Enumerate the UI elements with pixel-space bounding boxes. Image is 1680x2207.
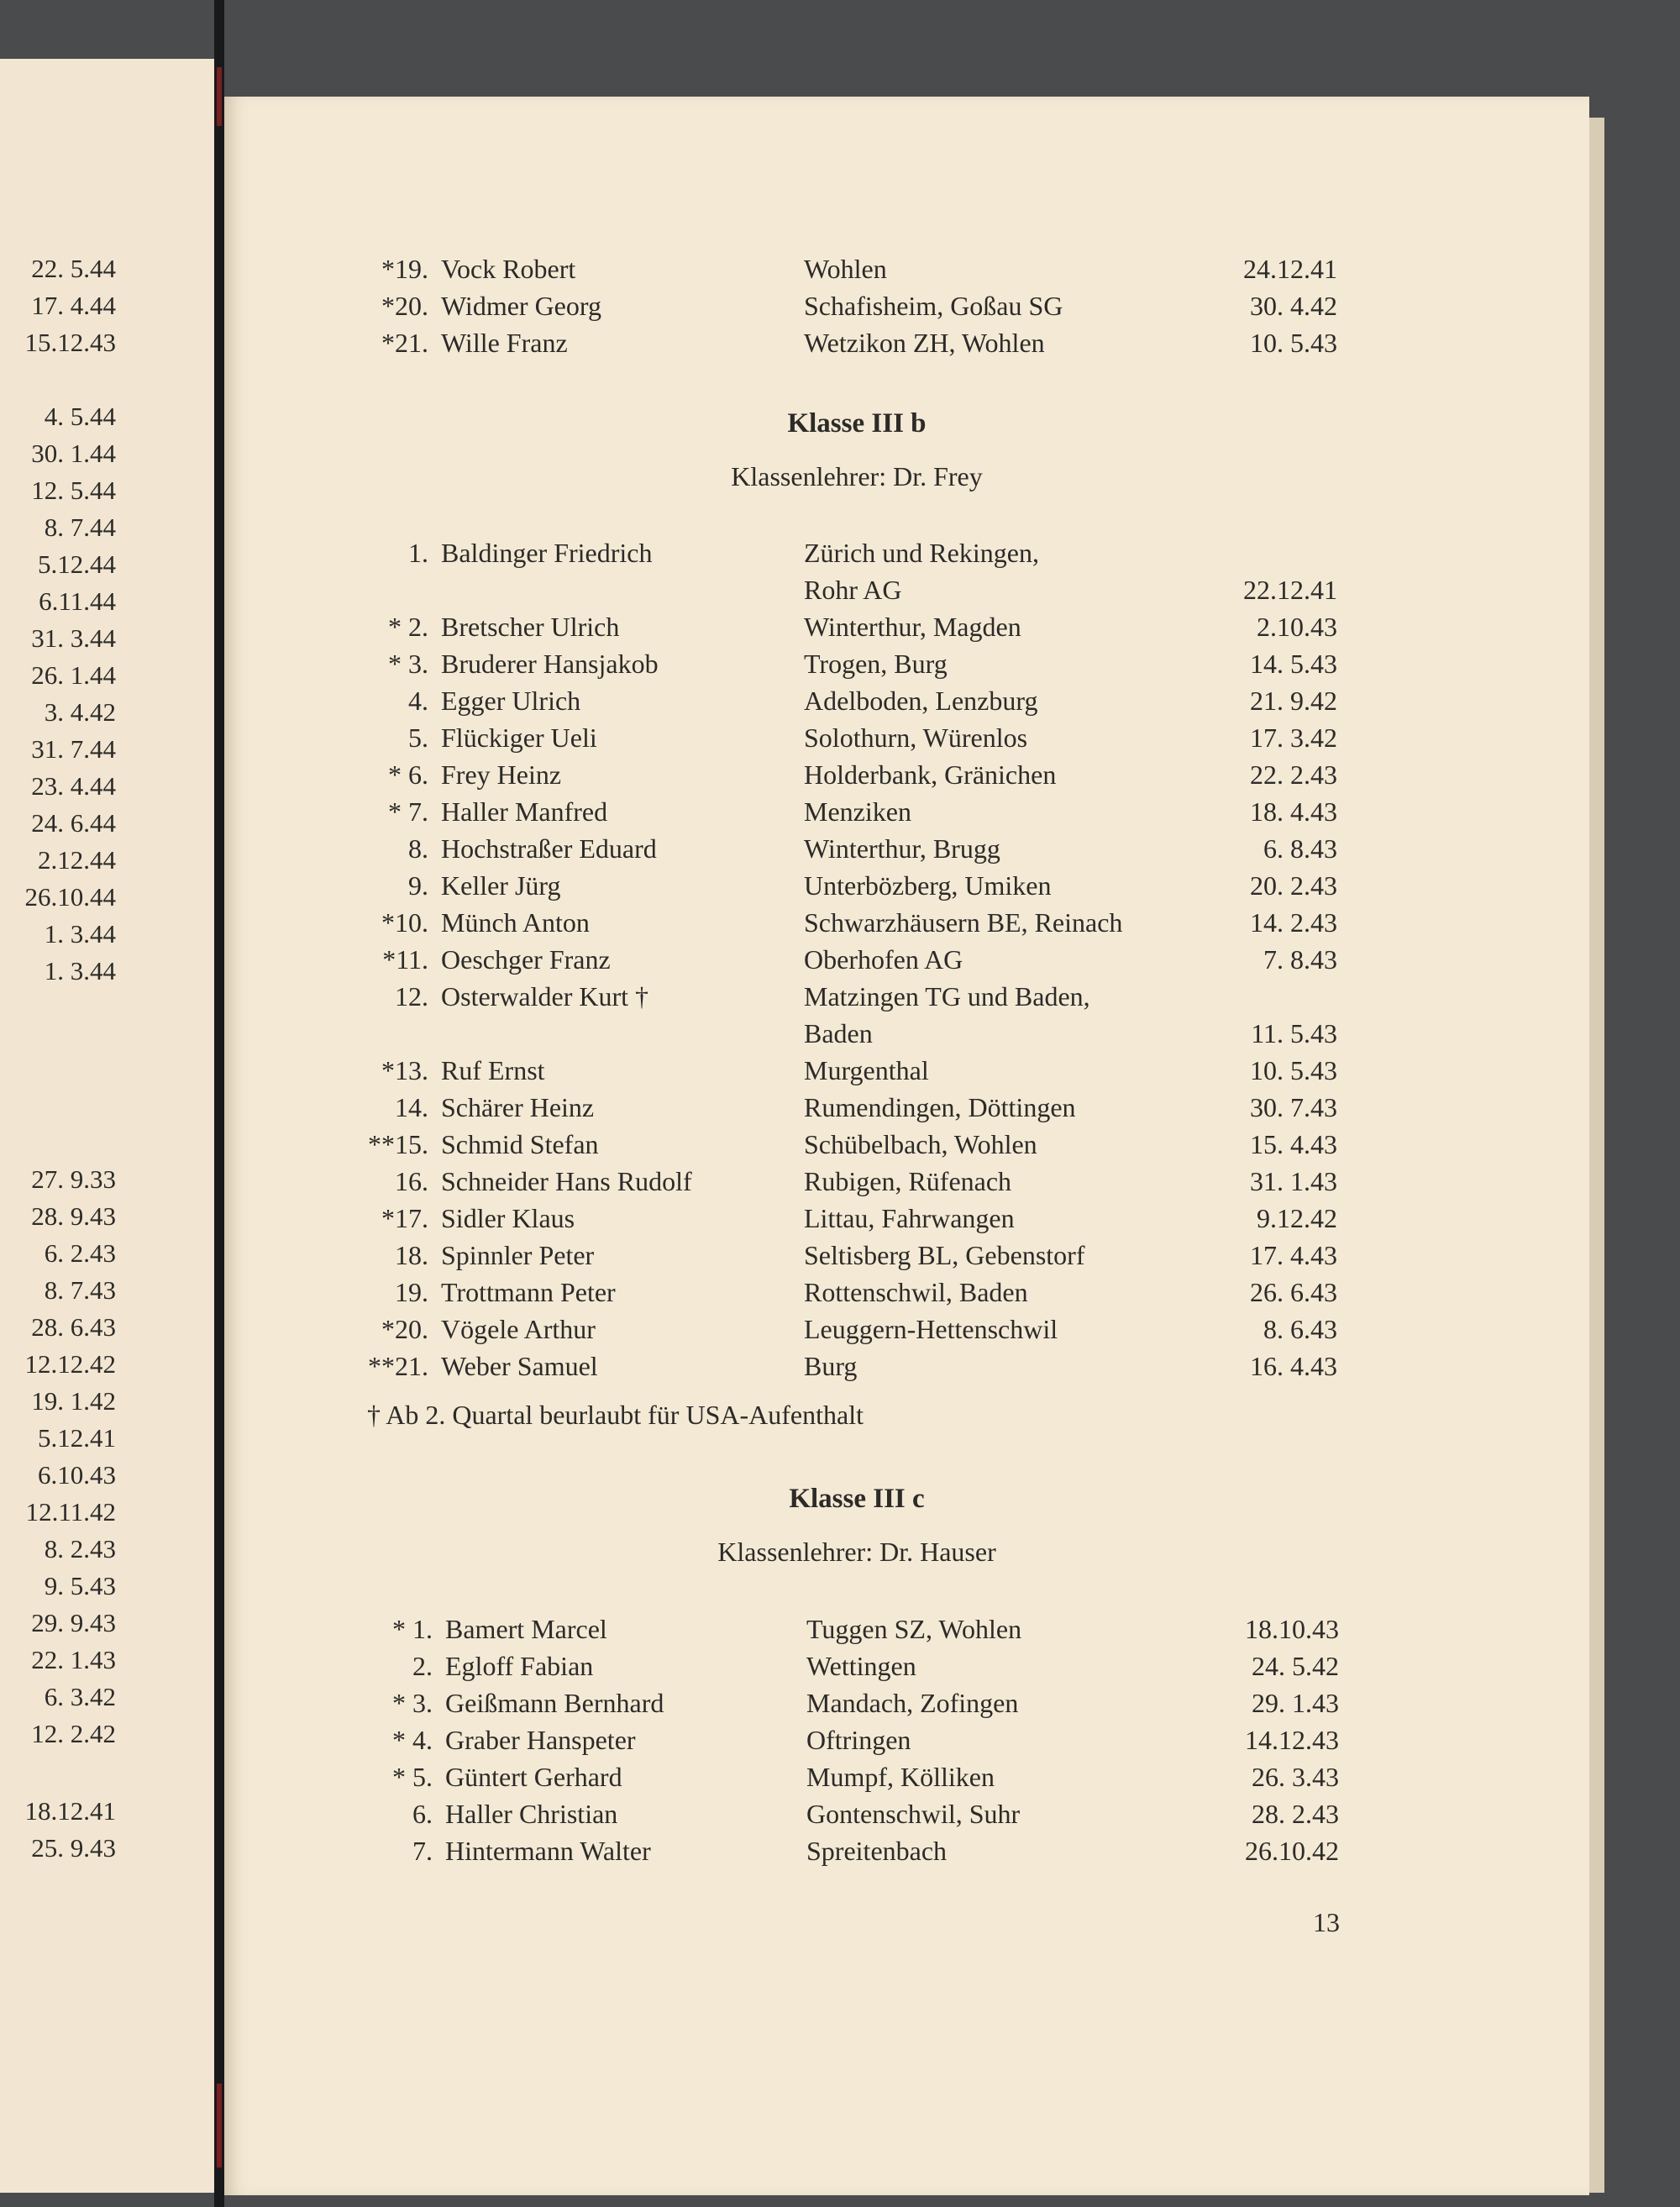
student-place: Winterthur, Magden: [804, 612, 1021, 642]
student-place: Solothurn, Würenlos: [804, 723, 1028, 753]
prev-date: 24. 6.44: [31, 808, 116, 838]
student-birthdate: 14.12.43: [1245, 1725, 1339, 1755]
student-birthdate: 14. 2.43: [1250, 907, 1337, 938]
student-row: [0, 1647, 1680, 1684]
student-row: [0, 324, 1680, 361]
student-birthdate: 22. 2.43: [1250, 759, 1337, 790]
student-number: 1.: [408, 538, 428, 568]
prev-date: 6. 3.42: [44, 1682, 116, 1711]
student-place: Gontenschwil, Suhr: [806, 1799, 1021, 1829]
student-number: 4.: [408, 686, 428, 716]
student-number: * 4.: [392, 1725, 433, 1755]
prev-date: 1. 3.44: [44, 956, 116, 985]
student-number: *19.: [381, 254, 428, 284]
student-number: * 1.: [392, 1614, 433, 1644]
prev-date: 6. 2.43: [44, 1238, 116, 1268]
student-number: 2.: [412, 1651, 433, 1681]
prev-date: 12. 2.42: [31, 1719, 116, 1748]
student-place: Adelboden, Lenzburg: [804, 686, 1038, 716]
student-row: [0, 1684, 1680, 1721]
student-number: *20.: [381, 1314, 428, 1344]
prev-date: 3. 4.42: [44, 697, 116, 727]
student-number: * 7.: [388, 796, 428, 827]
student-name: Münch Anton: [441, 907, 590, 938]
student-number: *11.: [382, 944, 428, 975]
student-birthdate: 20. 2.43: [1250, 870, 1337, 901]
student-row: [0, 1163, 1680, 1200]
student-row: [0, 793, 1680, 830]
prev-date: 29. 9.43: [31, 1608, 116, 1637]
student-name: Spinnler Peter: [441, 1240, 595, 1270]
student-row: [0, 1348, 1680, 1385]
student-number: 14.: [395, 1092, 428, 1122]
student-name: Bretscher Ulrich: [441, 612, 620, 642]
student-place: Winterthur, Brugg: [804, 833, 1000, 864]
student-row: [0, 1758, 1680, 1795]
prev-date: 5.12.44: [38, 549, 116, 579]
prev-date: 4. 5.44: [44, 402, 116, 431]
student-row: [0, 1721, 1680, 1758]
student-row: [0, 941, 1680, 978]
student-place: Wohlen: [804, 254, 887, 284]
student-number: 5.: [408, 723, 428, 753]
prev-date: 15.12.43: [24, 328, 116, 357]
student-row: [0, 1611, 1680, 1647]
prev-date: 27. 9.33: [31, 1164, 116, 1194]
prev-date: 6.11.44: [39, 586, 116, 616]
student-place: Oberhofen AG: [804, 944, 963, 975]
student-row: [0, 719, 1680, 756]
student-birthdate: 24.12.41: [1243, 254, 1337, 284]
student-birthdate: 6. 8.43: [1263, 833, 1337, 864]
student-row: [0, 287, 1680, 324]
class-3c-title: Klasse III c: [789, 1484, 925, 1514]
student-name: Weber Samuel: [441, 1351, 598, 1381]
student-place: Wetzikon ZH, Wohlen: [804, 328, 1045, 358]
prev-date: 28. 6.43: [31, 1312, 116, 1342]
student-place: Oftringen: [806, 1725, 911, 1755]
student-place: Burg: [804, 1351, 858, 1381]
student-name: Güntert Gerhard: [445, 1762, 622, 1792]
student-birthdate: 30. 7.43: [1250, 1092, 1337, 1122]
prev-date: 31. 3.44: [31, 623, 116, 653]
student-place: Trogen, Burg: [804, 649, 948, 679]
student-number: **15.: [368, 1129, 428, 1159]
prev-date: 19. 1.42: [31, 1386, 116, 1416]
student-row-continuation: [0, 1015, 1680, 1052]
student-place: Schwarzhäusern BE, Reinach: [804, 907, 1123, 938]
student-birthdate: 7. 8.43: [1263, 944, 1337, 975]
student-number: * 5.: [392, 1762, 433, 1792]
prev-date: 12.12.42: [24, 1349, 116, 1379]
student-name: Egloff Fabian: [445, 1651, 594, 1681]
prev-date: 8. 7.44: [44, 512, 116, 542]
student-birthdate: 2.10.43: [1257, 612, 1337, 642]
prev-date: 1. 3.44: [44, 919, 116, 948]
prev-date: 12. 5.44: [31, 476, 116, 505]
prev-date: 8. 2.43: [44, 1534, 116, 1563]
student-place: Rumendingen, Döttingen: [804, 1092, 1076, 1122]
bookmark-ribbon-bottom: [217, 2084, 222, 2168]
prev-date: 9. 5.43: [44, 1571, 116, 1600]
student-birthdate: 29. 1.43: [1252, 1688, 1339, 1718]
student-number: 18.: [395, 1240, 428, 1270]
student-name: Frey Heinz: [441, 759, 562, 790]
prev-date: 23. 4.44: [31, 771, 116, 801]
student-number: * 6.: [388, 759, 428, 790]
student-birthdate: 26. 6.43: [1250, 1277, 1337, 1307]
prev-date: 17. 4.44: [31, 291, 116, 320]
student-name: Haller Christian: [445, 1799, 618, 1829]
student-number: 7.: [412, 1836, 433, 1866]
student-name: Baldinger Friedrich: [441, 538, 653, 568]
page-number: 13: [1313, 1907, 1340, 1937]
student-birthdate: 28. 2.43: [1252, 1799, 1339, 1829]
student-name: Schmid Stefan: [441, 1129, 599, 1159]
student-place-continued: Rohr AG: [804, 575, 902, 605]
student-row: [0, 1126, 1680, 1163]
student-birthdate: 18.10.43: [1245, 1614, 1339, 1644]
student-name: Graber Hanspeter: [445, 1725, 636, 1755]
student-place: Rubigen, Rüfenach: [804, 1166, 1012, 1196]
student-birthdate: 16. 4.43: [1250, 1351, 1337, 1381]
class-3b-title: Klasse III b: [787, 408, 927, 439]
student-name: Keller Jürg: [441, 870, 561, 901]
student-row: [0, 1200, 1680, 1237]
student-number: * 2.: [388, 612, 428, 642]
student-place: Tuggen SZ, Wohlen: [806, 1614, 1022, 1644]
student-name: Bruderer Hansjakob: [441, 649, 659, 679]
student-birthdate: 24. 5.42: [1252, 1651, 1339, 1681]
student-row: [0, 867, 1680, 904]
prev-date: 30. 1.44: [31, 439, 116, 468]
student-place: Mandach, Zofingen: [806, 1688, 1019, 1718]
bookmark-ribbon-top: [217, 67, 222, 126]
student-name: Schärer Heinz: [441, 1092, 595, 1122]
prev-date: 6.10.43: [38, 1460, 116, 1490]
student-row: [0, 1237, 1680, 1274]
student-birthdate: 18. 4.43: [1250, 796, 1337, 827]
student-place-continued: Baden: [804, 1018, 873, 1048]
prev-date: 2.12.44: [38, 845, 116, 875]
student-birthdate: 11. 5.43: [1251, 1018, 1337, 1048]
student-birthdate: 17. 3.42: [1250, 723, 1337, 753]
student-birthdate: 31. 1.43: [1250, 1166, 1337, 1196]
student-name: Flückiger Ueli: [441, 723, 597, 753]
student-birthdate: 26.10.42: [1245, 1836, 1339, 1866]
student-row: [0, 1311, 1680, 1348]
prev-date: 26.10.44: [24, 882, 116, 912]
student-birthdate: 30. 4.42: [1250, 291, 1337, 321]
student-number: 8.: [408, 833, 428, 864]
student-row: [0, 1089, 1680, 1126]
student-number: 16.: [395, 1166, 428, 1196]
prev-date: 26. 1.44: [31, 660, 116, 690]
student-birthdate: 8. 6.43: [1263, 1314, 1337, 1344]
student-place: Schafisheim, Goßau SG: [804, 291, 1063, 321]
prev-date: 18.12.41: [24, 1796, 116, 1826]
student-number: **21.: [368, 1351, 428, 1381]
student-birthdate: 9.12.42: [1257, 1203, 1337, 1233]
student-birthdate: 17. 4.43: [1250, 1240, 1337, 1270]
prev-date: 22. 5.44: [31, 254, 116, 283]
student-name: Sidler Klaus: [441, 1203, 575, 1233]
student-name: Trottmann Peter: [441, 1277, 616, 1307]
student-number: 9.: [408, 870, 428, 901]
student-name: Schneider Hans Rudolf: [441, 1166, 692, 1196]
student-number: * 3.: [392, 1688, 433, 1718]
student-row: [0, 978, 1680, 1015]
student-name: Hintermann Walter: [445, 1836, 651, 1866]
prev-date: 8. 7.43: [44, 1275, 116, 1305]
student-name: Geißmann Bernhard: [445, 1688, 664, 1718]
student-name: Vögele Arthur: [441, 1314, 596, 1344]
student-name: Ruf Ernst: [441, 1055, 545, 1085]
student-number: 19.: [395, 1277, 428, 1307]
student-number: *13.: [381, 1055, 428, 1085]
student-name: Bamert Marcel: [445, 1614, 607, 1644]
student-place: Rottenschwil, Baden: [804, 1277, 1028, 1307]
student-name: Egger Ulrich: [441, 686, 581, 716]
student-place: Zürich und Rekingen,: [804, 538, 1039, 568]
student-row: [0, 904, 1680, 941]
student-row: [0, 756, 1680, 793]
student-birthdate: 10. 5.43: [1250, 1055, 1337, 1085]
student-name: Hochstraßer Eduard: [441, 833, 657, 864]
student-name: Haller Manfred: [441, 796, 608, 827]
student-row: [0, 1274, 1680, 1311]
class-3b-teacher: Klassenlehrer: Dr. Frey: [731, 461, 983, 491]
student-place: Spreitenbach: [806, 1836, 948, 1866]
student-place: Leuggern-Hettenschwil: [804, 1314, 1058, 1344]
student-row-continuation: [0, 571, 1680, 608]
student-number: *20.: [381, 291, 428, 321]
prev-date: 5.12.41: [38, 1423, 116, 1453]
prev-date: 28. 9.43: [31, 1201, 116, 1231]
student-number: *10.: [381, 907, 428, 938]
student-number: 12.: [395, 981, 428, 1012]
prev-date: 31. 7.44: [31, 734, 116, 764]
footnote: † Ab 2. Quartal beurlaubt für USA-Aufenthalt: [367, 1400, 864, 1430]
student-name: Osterwalder Kurt †: [441, 981, 649, 1012]
student-place: Wettingen: [806, 1651, 916, 1681]
student-row: [0, 1052, 1680, 1089]
student-place: Menziken: [804, 796, 911, 827]
student-place: Schübelbach, Wohlen: [804, 1129, 1037, 1159]
student-birthdate: 14. 5.43: [1250, 649, 1337, 679]
student-birthdate: 26. 3.43: [1252, 1762, 1339, 1792]
student-row: [0, 250, 1680, 287]
prev-date: 12.11.42: [25, 1497, 116, 1527]
student-place: Murgenthal: [804, 1055, 929, 1085]
student-number: *21.: [381, 328, 428, 358]
student-row: [0, 534, 1680, 571]
student-name: Vock Robert: [441, 254, 576, 284]
prev-date: 22. 1.43: [31, 1645, 116, 1674]
prev-date: 25. 9.43: [31, 1833, 116, 1863]
student-number: *17.: [381, 1203, 428, 1233]
student-name: Oeschger Franz: [441, 944, 611, 975]
student-name: Wille Franz: [441, 328, 568, 358]
student-birthdate: 22.12.41: [1243, 575, 1337, 605]
student-name: Widmer Georg: [441, 291, 601, 321]
student-row: [0, 1832, 1680, 1869]
student-place: Unterbözberg, Umiken: [804, 870, 1052, 901]
student-row: [0, 682, 1680, 719]
student-place: Seltisberg BL, Gebenstorf: [804, 1240, 1085, 1270]
student-place: Holderbank, Gränichen: [804, 759, 1057, 790]
class-3c-teacher: Klassenlehrer: Dr. Hauser: [717, 1537, 996, 1567]
student-row: [0, 645, 1680, 682]
student-birthdate: 10. 5.43: [1250, 328, 1337, 358]
student-birthdate: 21. 9.42: [1250, 686, 1337, 716]
student-row: [0, 608, 1680, 645]
student-number: 6.: [412, 1799, 433, 1829]
student-row: [0, 1795, 1680, 1832]
student-row: [0, 830, 1680, 867]
student-birthdate: 15. 4.43: [1250, 1129, 1337, 1159]
student-place: Mumpf, Kölliken: [806, 1762, 995, 1792]
student-number: * 3.: [388, 649, 428, 679]
student-place: Littau, Fahrwangen: [804, 1203, 1015, 1233]
student-place: Matzingen TG und Baden,: [804, 981, 1090, 1012]
